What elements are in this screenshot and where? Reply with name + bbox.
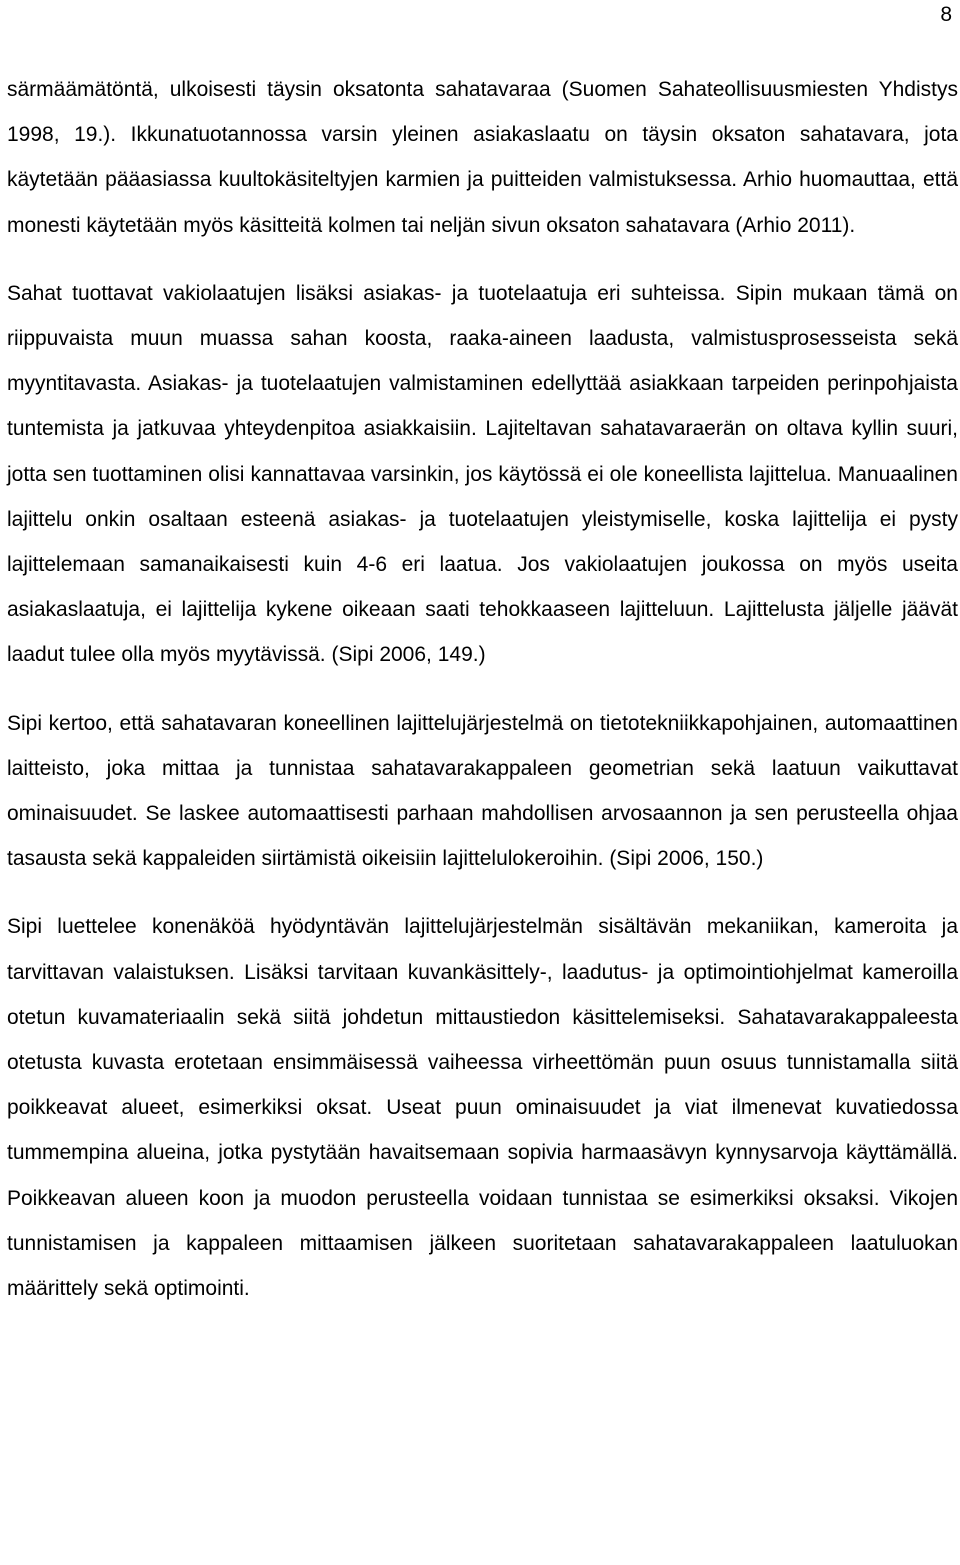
paragraph-2: Sahat tuottavat vakiolaatujen lisäksi asiakas- ja tuotelaatuja eri suhteissa. Sipin mukaan tämä on riippuvaista muun muassa sahan koosta, raaka-aineen laadusta, valmistusprosesseista sekä myyntitavasta. Asiakas- ja tuotelaatujen valmistaminen edellyttää asiakkaan tarpeiden perinpohjaista tuntemista ja jatkuvaa yhteydenpitoa asiakkaisiin. Lajiteltavan sahatavaraerän on oltava kyllin suuri, jotta sen tuottaminen olisi kannattavaa varsinkin, jos käytössä ei ole koneellista lajittelua. Manuaalinen lajittelu onkin osaltaan esteenä asiakas- ja tuotelaatujen yleistymiselle, koska lajittelija ei pysty lajittelemaan samanaikaisesti kuin 4-6 eri laatua. Jos vakiolaatujen joukossa on myös useita asiakaslaatuja, ei lajittelija kykene oikeaan saati tehokkaaseen lajitteluun. Lajittelusta jäljelle jäävät laadut tulee olla myös myytävissä. (Sipi 2006, 149.) bbox=[7, 281, 958, 667]
paragraph-1: särmäämätöntä, ulkoisesti täysin oksatonta sahatavaraa (Suomen Sahateollisuusmiesten Yhdistys 1998, 19.). Ikkunatuotannossa varsin yleinen asiakaslaatu on täysin oksaton sahatavara, jota käytetään pääasiassa kuultokäsiteltyjen karmien ja puitteiden valmistuksessa. Arhio huomauttaa, että monesti käytetään myös käsitteitä kolmen tai neljän sivun oksaton sahatavara (Arhio 2011). bbox=[7, 78, 958, 237]
paragraph-4: Sipi luettelee konenäköä hyödyntävän lajittelujärjestelmän sisältävän mekaniikan, kameroita ja tarvittavan valaistuksen. Lisäksi tarvitaan kuvankäsittely-, laadutus- ja optimointiohjelmat kameroilla otetun kuvamateriaalin sekä siitä johdetun mittaustiedon käsittelemiseksi. Sahatavarakappaleesta otetusta kuvasta erotetaan ensimmäisessä vaiheessa virheettömän puun osuus tunnistamalla siitä poikkeavat alueet, esimerkiksi oksat. Useat puun ominaisuudet ja viat ilmenevat kuvatiedossa tummempina alueina, jotka pystytään havaitsemaan sopivia harmaasävyn kynnysarvoja käyttämällä. Poikkeavan alueen koon ja muodon perusteella voidaan tunnistaa se esimerkiksi oksaksi. Vikojen tunnistamisen ja kappaleen mittaamisen jälkeen suoritetaan sahatavarakappaleen laatuluokan määrittely sekä optimointi. bbox=[7, 915, 958, 1301]
paragraph-3: Sipi kertoo, että sahatavaran koneellinen lajittelujärjestelmä on tietotekniikkapohjainen, automaattinen laitteisto, joka mittaa ja tunnistaa sahatavarakappaleen geometrian sekä laatuun vaikuttavat ominaisuudet. Se laskee automaattisesti parhaan mahdollisen arvosaannon ja sen perusteella ohjaa tasausta sekä kappaleiden siirtämistä oikeisiin lajittelulokeroihin. (Sipi 2006, 150.) bbox=[7, 711, 958, 871]
document-body bbox=[7, 67, 958, 1311]
page-number: 8 bbox=[940, 3, 952, 26]
